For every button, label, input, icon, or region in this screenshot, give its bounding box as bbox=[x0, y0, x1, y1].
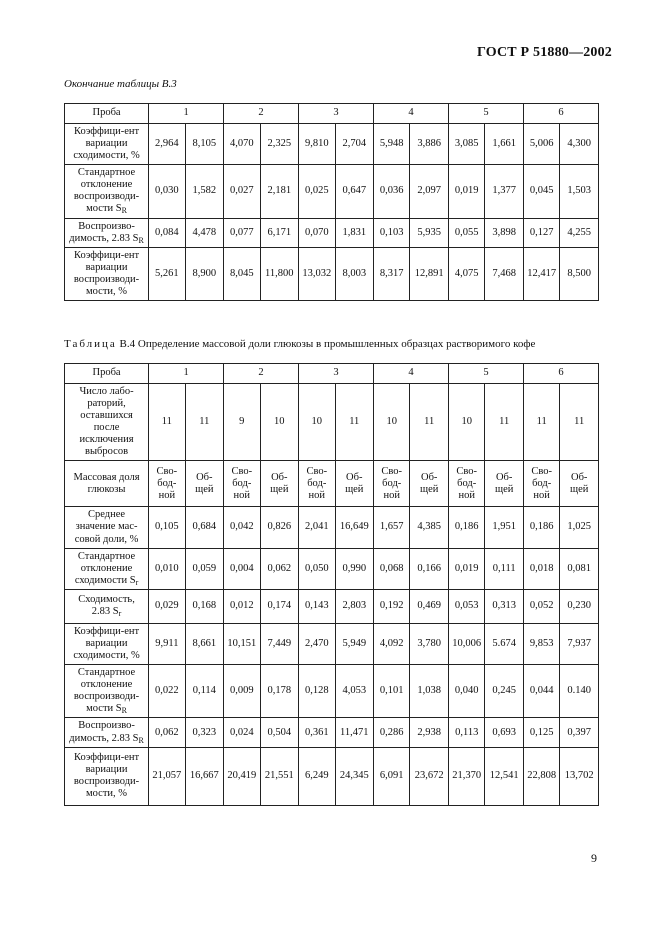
table-cell: 11 bbox=[149, 384, 185, 461]
table-cell: 0,059 bbox=[185, 548, 224, 589]
table-cell: 0,192 bbox=[374, 589, 410, 623]
table-cell: 4,300 bbox=[560, 124, 599, 165]
table-cell: 0,286 bbox=[374, 718, 410, 747]
table-cell: 0,186 bbox=[523, 507, 559, 548]
table-row bbox=[65, 718, 599, 747]
table-cell: 8,500 bbox=[560, 247, 599, 300]
table-cell: 7,449 bbox=[260, 623, 299, 664]
table-cell: 8,003 bbox=[335, 247, 374, 300]
row-label: Коэффици-ент вариации воспроизводи-мости, % bbox=[65, 247, 149, 300]
table-cell: 0,077 bbox=[224, 218, 260, 247]
table-cell: 3,886 bbox=[410, 124, 449, 165]
table-cell: 11 bbox=[485, 384, 524, 461]
table-cell: 0,313 bbox=[485, 589, 524, 623]
table-cell: 4,053 bbox=[335, 665, 374, 718]
table-cell: 0,045 bbox=[523, 165, 559, 218]
table-cell: 1,038 bbox=[410, 665, 449, 718]
table-cell: 2,964 bbox=[149, 124, 185, 165]
table-cell: 24,345 bbox=[335, 747, 374, 805]
document-id: ГОСТ Р 51880—2002 bbox=[476, 45, 612, 60]
table-cell: 0,168 bbox=[185, 589, 224, 623]
table-cell: 8,045 bbox=[224, 247, 260, 300]
table-cell: 11 bbox=[410, 384, 449, 461]
header-sample-3: 3 bbox=[299, 104, 374, 124]
table-cell: 0,081 bbox=[560, 548, 599, 589]
table-cell: 0,055 bbox=[448, 218, 484, 247]
table-cell: 0,053 bbox=[448, 589, 484, 623]
table-cell: 11,471 bbox=[335, 718, 374, 747]
table-cell: 0,070 bbox=[299, 218, 335, 247]
header-sample-2: 2 bbox=[224, 364, 299, 384]
table-cell: 21,370 bbox=[448, 747, 484, 805]
table-cell: Об-щей bbox=[335, 461, 374, 507]
table-cell: 9,911 bbox=[149, 623, 185, 664]
table-cell: 5.674 bbox=[485, 623, 524, 664]
table-cell: 0,174 bbox=[260, 589, 299, 623]
header-sample-4: 4 bbox=[374, 364, 449, 384]
table-row bbox=[65, 665, 599, 718]
table-row bbox=[65, 247, 599, 300]
table-cell: 0,684 bbox=[185, 507, 224, 548]
table-cell: 0,186 bbox=[448, 507, 484, 548]
table-cell: 5,006 bbox=[523, 124, 559, 165]
table-cell: 0,027 bbox=[224, 165, 260, 218]
header-sample-2: 2 bbox=[224, 104, 299, 124]
table-cell: 5,948 bbox=[374, 124, 410, 165]
table-cell: 3,898 bbox=[485, 218, 524, 247]
table-cell: 1,503 bbox=[560, 165, 599, 218]
table-cell: Сво-бод-ной bbox=[523, 461, 559, 507]
row-label: Массовая доля глюкозы bbox=[65, 461, 149, 507]
table-cell: 2,097 bbox=[410, 165, 449, 218]
table-cell: 10,006 bbox=[448, 623, 484, 664]
table-cell: 11 bbox=[560, 384, 599, 461]
table-cell: 0,143 bbox=[299, 589, 335, 623]
table-cell: 12,417 bbox=[523, 247, 559, 300]
row-label: Воспроизво-димость, 2.83 $S_R$ bbox=[65, 718, 149, 747]
table-cell: 0,010 bbox=[149, 548, 185, 589]
table-b4-caption bbox=[64, 338, 535, 350]
table-cell: 1,657 bbox=[374, 507, 410, 548]
table-caption-prefix: Таблица bbox=[64, 338, 117, 350]
row-label: Коэффици-ент вариации сходимости, % bbox=[65, 124, 149, 165]
table-row bbox=[65, 589, 599, 623]
table-cell: 11 bbox=[185, 384, 224, 461]
row-label: Стандартное отклонение сходимости $S_r$ bbox=[65, 548, 149, 589]
table-cell: 10 bbox=[260, 384, 299, 461]
table-cell: 0,044 bbox=[523, 665, 559, 718]
table-cell: 2,704 bbox=[335, 124, 374, 165]
table-cell: 6,171 bbox=[260, 218, 299, 247]
table-cell: 9,853 bbox=[523, 623, 559, 664]
table-cell: Сво-бод-ной bbox=[224, 461, 260, 507]
table-cell: 13,702 bbox=[560, 747, 599, 805]
header-sample-6: 6 bbox=[523, 364, 598, 384]
table-cell: 9,810 bbox=[299, 124, 335, 165]
table-cell: 11 bbox=[335, 384, 374, 461]
table-cell: Об-щей bbox=[485, 461, 524, 507]
table-b4 bbox=[64, 363, 599, 806]
table-cell: 0,009 bbox=[224, 665, 260, 718]
table-row bbox=[65, 384, 599, 461]
table-cell: 5,949 bbox=[335, 623, 374, 664]
table-cell: 0,111 bbox=[485, 548, 524, 589]
table-cell: 0,990 bbox=[335, 548, 374, 589]
table-row bbox=[65, 507, 599, 548]
table-cell: 0,068 bbox=[374, 548, 410, 589]
header-sample-5: 5 bbox=[448, 364, 523, 384]
table-cell: 1,377 bbox=[485, 165, 524, 218]
table-cell: 0,178 bbox=[260, 665, 299, 718]
table-cell: 2,938 bbox=[410, 718, 449, 747]
table-continuation-caption: Окончание таблицы В.3 bbox=[64, 78, 177, 90]
table-cell: Сво-бод-ной bbox=[374, 461, 410, 507]
row-label: Сходимость, 2.83 $S_r$ bbox=[65, 589, 149, 623]
table-cell: 4,070 bbox=[224, 124, 260, 165]
table-cell: 0,245 bbox=[485, 665, 524, 718]
row-label: Среднее значение мас-совой доли, % bbox=[65, 507, 149, 548]
table-cell: 0,826 bbox=[260, 507, 299, 548]
table-cell: 0,084 bbox=[149, 218, 185, 247]
row-label: Коэффици-ент вариации воспроизводи-мости, % bbox=[65, 747, 149, 805]
table-cell: 6,091 bbox=[374, 747, 410, 805]
table-row bbox=[65, 747, 599, 805]
row-label: Стандартное отклонение воспроизводи-мости $S_R$ bbox=[65, 165, 149, 218]
table-row bbox=[65, 218, 599, 247]
table-cell: 0.140 bbox=[560, 665, 599, 718]
table-cell: 0,323 bbox=[185, 718, 224, 747]
table-cell: 21,057 bbox=[149, 747, 185, 805]
header-sample-3: 3 bbox=[299, 364, 374, 384]
table-cell: 5,261 bbox=[149, 247, 185, 300]
table-cell: 12,891 bbox=[410, 247, 449, 300]
table-cell: Об-щей bbox=[260, 461, 299, 507]
table-cell: 3,780 bbox=[410, 623, 449, 664]
table-cell: 0,042 bbox=[224, 507, 260, 548]
table-cell: 0,019 bbox=[448, 165, 484, 218]
table-cell: 0,693 bbox=[485, 718, 524, 747]
header-sample-6: 6 bbox=[523, 104, 598, 124]
table-cell: 0,397 bbox=[560, 718, 599, 747]
table-cell: 0,004 bbox=[224, 548, 260, 589]
table-cell: 21,551 bbox=[260, 747, 299, 805]
table-cell: 6,249 bbox=[299, 747, 335, 805]
table-cell: 0,361 bbox=[299, 718, 335, 747]
table-cell: 0,024 bbox=[224, 718, 260, 747]
table-cell: 16,667 bbox=[185, 747, 224, 805]
table-cell: 8,105 bbox=[185, 124, 224, 165]
table-row bbox=[65, 165, 599, 218]
table-cell: 0,127 bbox=[523, 218, 559, 247]
page-number: 9 bbox=[591, 851, 597, 865]
table-cell: 0,101 bbox=[374, 665, 410, 718]
header-sample-1: 1 bbox=[149, 104, 224, 124]
table-cell: Сво-бод-ной bbox=[448, 461, 484, 507]
table-cell: 8,900 bbox=[185, 247, 224, 300]
row-label: Воспроизво-димость, 2.83 $S_R$ bbox=[65, 218, 149, 247]
header-sample-5: 5 bbox=[448, 104, 523, 124]
table-cell: 0,125 bbox=[523, 718, 559, 747]
table-row bbox=[65, 548, 599, 589]
header-sample-1: 1 bbox=[149, 364, 224, 384]
table-cell: 2,803 bbox=[335, 589, 374, 623]
table-cell: 4,478 bbox=[185, 218, 224, 247]
table-cell: 12,541 bbox=[485, 747, 524, 805]
table-cell: 1,582 bbox=[185, 165, 224, 218]
table-cell: 10 bbox=[374, 384, 410, 461]
header-sample-label: Проба bbox=[65, 104, 149, 124]
table-cell: 10 bbox=[299, 384, 335, 461]
header-sample-label: Проба bbox=[65, 364, 149, 384]
table-cell: 0,018 bbox=[523, 548, 559, 589]
table-cell: 2,181 bbox=[260, 165, 299, 218]
table-cell: 0,036 bbox=[374, 165, 410, 218]
table-cell: 0,230 bbox=[560, 589, 599, 623]
table-cell: 4,255 bbox=[560, 218, 599, 247]
table-cell: 0,050 bbox=[299, 548, 335, 589]
table-row bbox=[65, 623, 599, 664]
table-cell: 0,114 bbox=[185, 665, 224, 718]
table-cell: 10 bbox=[448, 384, 484, 461]
row-label: Стандартное отклонение воспроизводи-мости $S_R$ bbox=[65, 665, 149, 718]
table-cell: 1,951 bbox=[485, 507, 524, 548]
table-cell: 0,647 bbox=[335, 165, 374, 218]
table-cell: 11 bbox=[523, 384, 559, 461]
table-cell: 16,649 bbox=[335, 507, 374, 548]
table-cell: 0,062 bbox=[149, 718, 185, 747]
header-sample-4: 4 bbox=[374, 104, 449, 124]
table-cell: Об-щей bbox=[185, 461, 224, 507]
table-cell: Об-щей bbox=[560, 461, 599, 507]
table-cell: 9 bbox=[224, 384, 260, 461]
table-cell: 7,468 bbox=[485, 247, 524, 300]
table-cell: 3,085 bbox=[448, 124, 484, 165]
table-cell: 0,030 bbox=[149, 165, 185, 218]
table-cell: 0,019 bbox=[448, 548, 484, 589]
table-cell: 0,040 bbox=[448, 665, 484, 718]
table-cell: 2,041 bbox=[299, 507, 335, 548]
table-cell: 0,504 bbox=[260, 718, 299, 747]
table-cell: 5,935 bbox=[410, 218, 449, 247]
table-cell: 0,128 bbox=[299, 665, 335, 718]
table-cell: 13,032 bbox=[299, 247, 335, 300]
row-label: Коэффици-ент вариации сходимости, % bbox=[65, 623, 149, 664]
table-cell: Сво-бод-ной bbox=[299, 461, 335, 507]
table-cell: 22,808 bbox=[523, 747, 559, 805]
table-cell: 11,800 bbox=[260, 247, 299, 300]
table-cell: 2,325 bbox=[260, 124, 299, 165]
table-cell: 0,012 bbox=[224, 589, 260, 623]
table-cell: 0,022 bbox=[149, 665, 185, 718]
table-cell: 0,105 bbox=[149, 507, 185, 548]
table-cell: 1,025 bbox=[560, 507, 599, 548]
table-cell: 4,092 bbox=[374, 623, 410, 664]
table-cell: 0,103 bbox=[374, 218, 410, 247]
table-cell: 10,151 bbox=[224, 623, 260, 664]
table-cell: 20,419 bbox=[224, 747, 260, 805]
table-row bbox=[65, 124, 599, 165]
table-cell: 7,937 bbox=[560, 623, 599, 664]
row-label: Число лабо-раторий, оставшихся после исключения выбросов bbox=[65, 384, 149, 461]
table-b3-end bbox=[64, 103, 599, 301]
table-cell: 0,025 bbox=[299, 165, 335, 218]
table-cell: 0,166 bbox=[410, 548, 449, 589]
table-cell: 1,831 bbox=[335, 218, 374, 247]
table-cell: 1,661 bbox=[485, 124, 524, 165]
table-cell: Об-щей bbox=[410, 461, 449, 507]
table-cell: 8,661 bbox=[185, 623, 224, 664]
table-caption-text: В.4 Определение массовой доли глюкозы в промышленных образцах растворимого кофе bbox=[116, 338, 536, 350]
table-cell: 0,113 bbox=[448, 718, 484, 747]
table-cell: 0,469 bbox=[410, 589, 449, 623]
table-cell: 0,062 bbox=[260, 548, 299, 589]
table-cell: 8,317 bbox=[374, 247, 410, 300]
table-cell: 0,052 bbox=[523, 589, 559, 623]
table-cell: 4,075 bbox=[448, 247, 484, 300]
table-row bbox=[65, 461, 599, 507]
table-cell: 2,470 bbox=[299, 623, 335, 664]
table-cell: Сво-бод-ной bbox=[149, 461, 185, 507]
table-cell: 0,029 bbox=[149, 589, 185, 623]
table-cell: 23,672 bbox=[410, 747, 449, 805]
table-cell: 4,385 bbox=[410, 507, 449, 548]
